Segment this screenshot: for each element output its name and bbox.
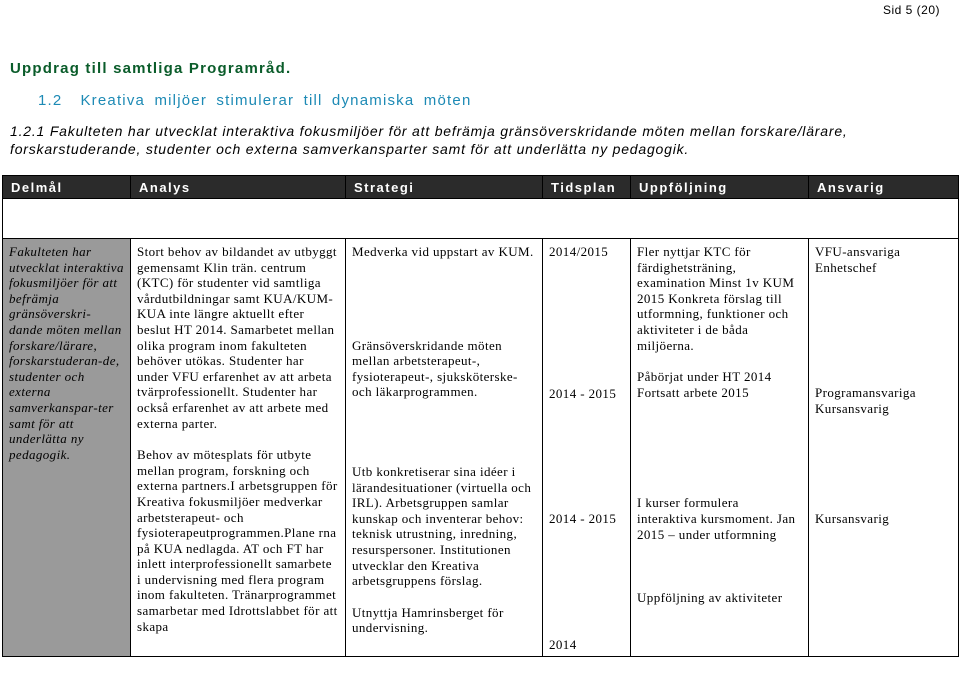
tidsplan-text-2: 2014 - 2015 bbox=[549, 385, 617, 401]
column-header-ansvarig: Ansvarig bbox=[809, 176, 959, 199]
strategi-text-1: Medverka vid uppstart av KUM. bbox=[352, 244, 534, 259]
analys-cell bbox=[131, 239, 346, 657]
goal-statement: 1.2.1 Fakulteten har utvecklat interaktiva fokusmiljöer för att befrämja gränsöverskridande möten mellan forskare/lärare, forskarstuderande, studenter och externa samverkansparter samt för att underlätta ny pedagogik. bbox=[10, 123, 848, 157]
delmal-cell bbox=[3, 239, 131, 657]
delmal-text: Fakulteten har utvecklat interaktiva fokusmiljöer för att befrämja gränsöverskri-dande möten mellan forskare/lärare, forskarstuderan-de, studenter och externa samverkanspar-ter samt för att underlätta ny pedagogik. bbox=[9, 244, 124, 462]
column-header-uppfoljning: Uppföljning bbox=[631, 176, 809, 199]
page-number: Sid 5 (20) bbox=[882, 3, 940, 17]
ansvarig-cell bbox=[809, 239, 959, 657]
strategi-cell bbox=[346, 239, 543, 657]
uppfoljning-text-4: Uppföljning av aktiviteter bbox=[637, 590, 783, 606]
tidsplan-text-4: 2014 bbox=[549, 636, 577, 652]
analys-text-1: Stort behov av bildandet av utbyggt gemensamt Klin trän. centrum (KTC) för studenter vid samtliga vårdutbildningar samt KUA/KUM- KUA inte längre aktuellt efter beslut HT 2014. Samarbetet mellan olika program inom fakulteten behöver utökas. Studenter har under VFU erfarenhet av att arbeta tvärprofessionellt. Studenter har också erfarenhet av att arbete med externa parter. bbox=[137, 244, 337, 431]
tidsplan-text-1: 2014/2015 bbox=[549, 244, 609, 259]
uppfoljning-cell bbox=[631, 239, 809, 657]
uppfoljning-text-3: I kurser formulera interaktiva kursmoment. Jan 2015 – under utformning bbox=[637, 495, 796, 542]
subsection-number: 1.2 bbox=[38, 92, 63, 109]
subsection-heading bbox=[38, 92, 472, 109]
section-heading: Uppdrag till samtliga Programråd. bbox=[10, 60, 292, 77]
tidsplan-text-3: 2014 - 2015 bbox=[549, 511, 617, 527]
analys-text-2: Behov av mötesplats för utbyte mellan program, forskning och externa partners.I arbetsgruppen för Kreativa fokusmiljöer medverkar arbetsterapeut- och fysioterapeutprogrammen.Plane rna på KUA nedlagda. AT och FT har inlett interprofessionellt samarbete i undervisning med flera program inom fakulteten. Tränarprogrammet samarbetar med Idrottslabbet för att skapa bbox=[137, 447, 338, 634]
ansvarig-text-1: VFU-ansvariga Enhetschef bbox=[815, 244, 901, 275]
subsection-title: Kreativa miljöer stimulerar till dynamiska möten bbox=[80, 92, 472, 109]
column-header-delmal: Delmål bbox=[3, 176, 131, 199]
spacer-row bbox=[3, 199, 959, 239]
strategi-text-3: Utb konkretiserar sina idéer i lärandesituationer (virtuella och IRL). Arbetsgruppen samlar kunskap och inventerar behov: teknisk utrustning, inredning, resurspersoner. Institutionen utvecklar den Kreativa arbetsgruppens förslag. bbox=[352, 463, 532, 589]
uppfoljning-text-1: Fler nyttjar KTC för färdighetsträning, examination Minst 1v KUM 2015 Konkreta förslag till utformning, funktioner och aktiviteter i de båda miljöerna. bbox=[637, 244, 795, 353]
uppfoljning-text-2: Påbörjat under HT 2014 Fortsatt arbete 2015 bbox=[637, 369, 772, 400]
tidsplan-cell bbox=[543, 239, 631, 657]
strategi-text-2: Gränsöverskridande möten mellan arbetsterapeut-, fysioterapeut-, sjuksköterske-och läkarprogrammen. bbox=[352, 337, 518, 400]
ansvarig-text-2: Programansvariga Kursansvarig bbox=[815, 385, 916, 416]
column-header-analys: Analys bbox=[131, 176, 346, 199]
table-header-row bbox=[3, 176, 959, 199]
table-row bbox=[3, 239, 959, 657]
column-header-strategi: Strategi bbox=[346, 176, 543, 199]
strategi-text-4: Utnyttja Hamrinsberget för undervisning. bbox=[352, 604, 504, 636]
column-header-tidsplan: Tidsplan bbox=[543, 176, 631, 199]
action-plan-table bbox=[2, 175, 959, 657]
ansvarig-text-3: Kursansvarig bbox=[815, 511, 890, 527]
